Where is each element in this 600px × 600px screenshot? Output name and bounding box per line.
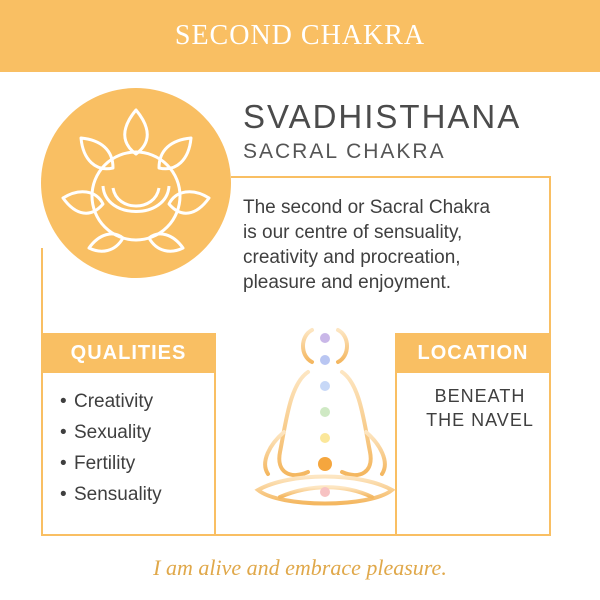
bullet-icon: •	[60, 453, 67, 474]
list-item	[60, 386, 162, 417]
location-line: BENEATH	[434, 386, 526, 406]
meditating-figure-with-chakras-icon	[250, 322, 400, 522]
description	[243, 195, 563, 295]
list-item	[60, 417, 162, 448]
description-line: pleasure and enjoyment.	[243, 272, 452, 293]
chakra-name: SVADHISTHANA	[243, 98, 522, 135]
frame-line-bottom	[41, 534, 551, 536]
quality-text: Creativity	[74, 391, 154, 412]
frame-line-left	[41, 248, 43, 536]
top-banner	[0, 0, 600, 72]
frame-line-top	[231, 176, 551, 178]
qualities-list	[60, 386, 162, 510]
description-line: is our centre of sensuality,	[243, 222, 463, 243]
sacral-chakra-lotus-icon	[41, 88, 231, 278]
quality-text: Sensuality	[74, 484, 162, 505]
affirmation: I am alive and embrace pleasure.	[153, 555, 447, 580]
bullet-icon: •	[60, 484, 67, 505]
banner-title: SECOND CHAKRA	[174, 20, 426, 51]
bullet-icon: •	[60, 391, 67, 412]
location-text	[410, 384, 550, 432]
location-line: THE NAVEL	[426, 410, 534, 430]
chakra-subtitle: SACRAL CHAKRA	[243, 140, 446, 163]
bullet-icon: •	[60, 422, 67, 443]
list-item	[60, 479, 162, 510]
description-line: The second or Sacral Chakra	[243, 197, 491, 218]
list-item	[60, 448, 162, 479]
description-line: creativity and procreation,	[243, 247, 461, 268]
location-label: LOCATION	[395, 333, 551, 373]
qualities-connector	[214, 352, 216, 536]
quality-text: Sexuality	[74, 422, 152, 443]
qualities-label: QUALITIES	[41, 333, 216, 373]
quality-text: Fertility	[74, 453, 136, 474]
